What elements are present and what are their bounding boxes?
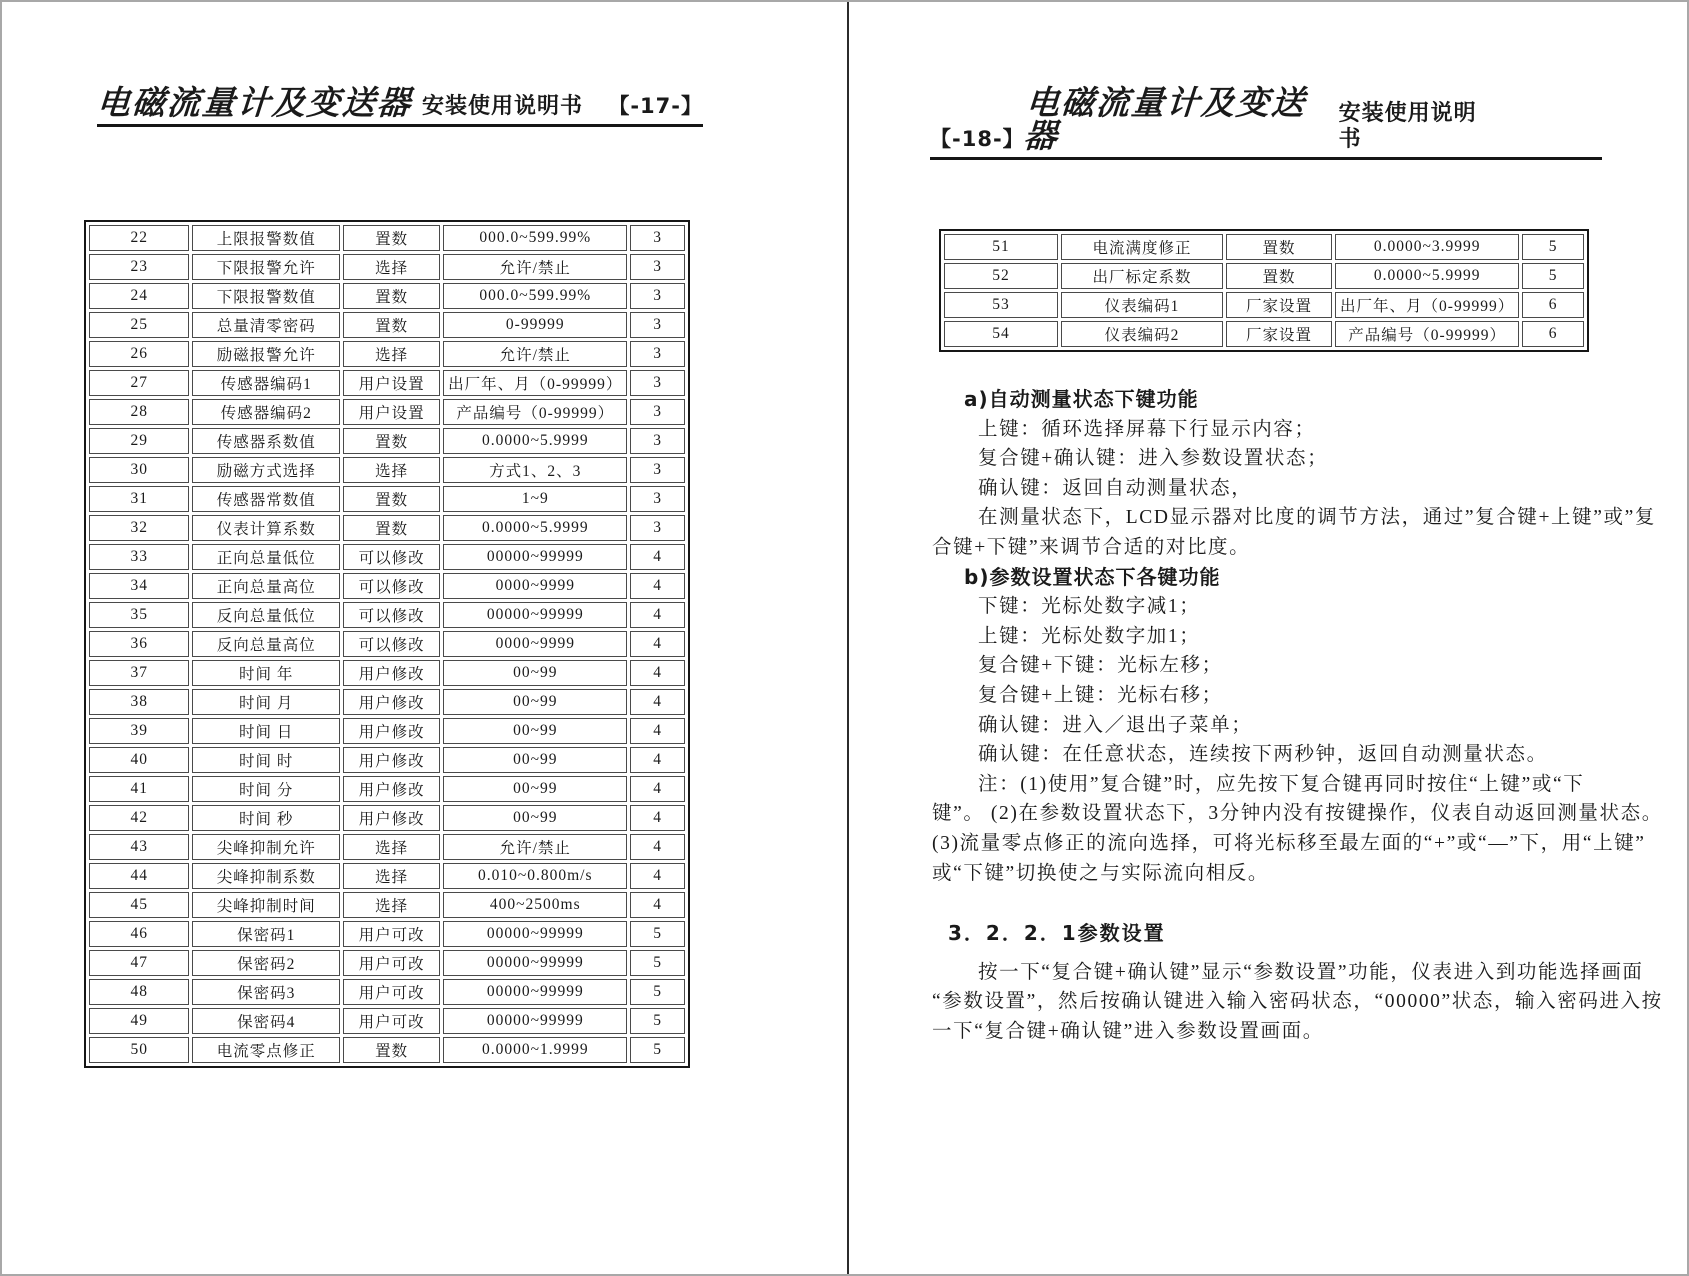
table-cell: 29 — [89, 428, 189, 454]
table-cell: 000.0~599.99% — [443, 283, 627, 309]
table-cell: 用户修改 — [343, 776, 440, 802]
table-cell: 用户可改 — [343, 921, 440, 947]
table-row — [89, 457, 685, 483]
table-cell: 用户可改 — [343, 950, 440, 976]
table-row — [89, 863, 685, 889]
table-cell: 正向总量低位 — [192, 544, 340, 570]
table-cell: 0.0000~1.9999 — [443, 1037, 627, 1063]
table-cell: 仪表编码1 — [1061, 292, 1223, 318]
page18-number: 【-18-】 — [930, 126, 1025, 151]
table-row — [89, 283, 685, 309]
text-line: 确认键：返回自动测量状态， — [978, 477, 1253, 499]
table-row — [89, 515, 685, 541]
table-cell: 00000~99999 — [443, 950, 627, 976]
table-cell: 0000~9999 — [443, 631, 627, 657]
text-line: 确认键：在任意状态，连续按下两秒钟，返回自动测量状态。 — [978, 744, 1548, 766]
table-cell: 32 — [89, 515, 189, 541]
table-cell: 时间 时 — [192, 747, 340, 773]
table-cell: 0-99999 — [443, 312, 627, 338]
table-cell: 5 — [1522, 234, 1584, 260]
table-cell: 厂家设置 — [1226, 292, 1332, 318]
table-cell: 传感器常数值 — [192, 486, 340, 512]
table-cell: 方式1、2、3 — [443, 457, 627, 483]
table-cell: 3 — [630, 515, 685, 541]
table-cell: 00~99 — [443, 805, 627, 831]
table-cell: 用户修改 — [343, 660, 440, 686]
table-cell: 正向总量高位 — [192, 573, 340, 599]
doc-subtitle: 安装使用说明书 — [1338, 101, 1477, 152]
table-cell: 置数 — [1226, 234, 1332, 260]
table-cell: 00~99 — [443, 689, 627, 715]
table-cell: 下限报警允许 — [192, 254, 340, 280]
table-cell: 传感器编码1 — [192, 370, 340, 396]
text-line: 或“下键”切换使之与实际流向相反。 — [932, 862, 1270, 884]
table-cell: 54 — [944, 321, 1058, 347]
table-cell: 0.0000~5.9999 — [443, 428, 627, 454]
table-cell: 传感器系数值 — [192, 428, 340, 454]
table-row — [944, 234, 1584, 260]
table-cell: 28 — [89, 399, 189, 425]
doc-subtitle: 安装使用说明书 — [422, 93, 584, 119]
table-cell: 34 — [89, 573, 189, 599]
table-cell: 4 — [630, 776, 685, 802]
table-cell: 40 — [89, 747, 189, 773]
text-line: 下键：光标处数字减1； — [978, 596, 1201, 618]
table-cell: 47 — [89, 950, 189, 976]
table-row — [944, 292, 1584, 318]
table-cell: 反向总量高位 — [192, 631, 340, 657]
table-cell: 24 — [89, 283, 189, 309]
table-cell: 选择 — [343, 457, 440, 483]
table-cell: 仪表编码2 — [1061, 321, 1223, 347]
table-row — [89, 660, 685, 686]
table-cell: 用户设置 — [343, 399, 440, 425]
table-cell: 可以修改 — [343, 544, 440, 570]
table-cell: 37 — [89, 660, 189, 686]
table-cell: 00000~99999 — [443, 544, 627, 570]
table-cell: 3 — [630, 457, 685, 483]
table-cell: 35 — [89, 602, 189, 628]
table-cell: 00~99 — [443, 660, 627, 686]
table-cell: 4 — [630, 834, 685, 860]
table-cell: 选择 — [343, 892, 440, 918]
section-heading: b)参数设置状态下各键功能 — [964, 564, 1221, 589]
table-cell: 置数 — [343, 428, 440, 454]
table-cell: 可以修改 — [343, 631, 440, 657]
table-cell: 3 — [630, 341, 685, 367]
table-row — [89, 544, 685, 570]
table-cell: 33 — [89, 544, 189, 570]
table-cell: 00000~99999 — [443, 979, 627, 1005]
table-cell: 41 — [89, 776, 189, 802]
text-line: 合键+下键”来调节合适的对比度。 — [932, 536, 1251, 558]
table-cell: 42 — [89, 805, 189, 831]
table-row — [89, 399, 685, 425]
page17-number: 【-17-】 — [608, 93, 703, 118]
table-cell: 00000~99999 — [443, 602, 627, 628]
table-row — [89, 370, 685, 396]
table-cell: 时间 秒 — [192, 805, 340, 831]
table-cell: 4 — [630, 747, 685, 773]
text-line: 键”。 (2)在参数设置状态下，3分钟内没有按键操作，仪表自动返回测量状态。 — [932, 803, 1663, 825]
table-row — [89, 892, 685, 918]
table-cell: 3 — [630, 399, 685, 425]
table-cell: 用户修改 — [343, 805, 440, 831]
table-cell: 5 — [630, 921, 685, 947]
table-cell: 4 — [630, 573, 685, 599]
table-cell: 仪表计算系数 — [192, 515, 340, 541]
table-cell: 允许/禁止 — [443, 834, 627, 860]
table-cell: 4 — [630, 544, 685, 570]
table-cell: 5 — [630, 1008, 685, 1034]
table-cell: 39 — [89, 718, 189, 744]
table-cell: 3 — [630, 312, 685, 338]
text-line: 在测量状态下，LCD显示器对比度的调节方法，通过”复合键+上键”或”复 — [978, 507, 1656, 529]
text-line: 上键：光标处数字加1； — [978, 625, 1201, 647]
table-cell: 0.0000~3.9999 — [1335, 234, 1519, 260]
table-cell: 0.0000~5.9999 — [443, 515, 627, 541]
table-cell: 3 — [630, 254, 685, 280]
table-cell: 励磁方式选择 — [192, 457, 340, 483]
table-cell: 4 — [630, 602, 685, 628]
table-cell: 时间 分 — [192, 776, 340, 802]
table-cell: 53 — [944, 292, 1058, 318]
table-cell: 0000~9999 — [443, 573, 627, 599]
table-row — [89, 776, 685, 802]
table-cell: 保密码1 — [192, 921, 340, 947]
page18-title-group — [1022, 83, 1494, 155]
table-row — [89, 312, 685, 338]
table-cell: 5 — [630, 950, 685, 976]
table-row — [89, 805, 685, 831]
table-cell: 43 — [89, 834, 189, 860]
table-cell: 1~9 — [443, 486, 627, 512]
table-row — [89, 428, 685, 454]
table-cell: 用户可改 — [343, 1008, 440, 1034]
text-line: “参数设置”，然后按确认键进入输入密码状态，“00000”状态，输入密码进入按 — [932, 991, 1663, 1013]
table-cell: 0.010~0.800m/s — [443, 863, 627, 889]
table-cell: 出厂年、月（0-99999） — [1335, 292, 1519, 318]
text-line: 一下“复合键+确认键”进入参数设置画面。 — [932, 1020, 1324, 1042]
table-row — [89, 689, 685, 715]
text-line: 上键：循环选择屏幕下行显示内容； — [978, 418, 1316, 440]
table-cell: 4 — [630, 863, 685, 889]
table-cell: 尖峰抑制系数 — [192, 863, 340, 889]
text-line: 按一下“复合键+确认键”显示“参数设置”功能，仪表进入到功能选择画面 — [978, 961, 1644, 983]
table-cell: 23 — [89, 254, 189, 280]
table-cell: 反向总量低位 — [192, 602, 340, 628]
table-cell: 5 — [630, 979, 685, 1005]
doc-title: 电磁流量计及变送器 — [1022, 83, 1308, 155]
table-cell: 0.0000~5.9999 — [1335, 263, 1519, 289]
table-cell: 00~99 — [443, 718, 627, 744]
page-divider — [847, 2, 849, 1274]
table-cell: 可以修改 — [343, 573, 440, 599]
text-line: 复合键+确认键：进入参数设置状态； — [978, 448, 1329, 470]
table-cell: 时间 月 — [192, 689, 340, 715]
table-cell: 上限报警数值 — [192, 225, 340, 251]
table-cell: 置数 — [343, 225, 440, 251]
page17-header — [95, 83, 703, 127]
table-cell: 厂家设置 — [1226, 321, 1332, 347]
table-cell: 4 — [630, 718, 685, 744]
table-row — [89, 747, 685, 773]
table-cell: 5 — [1522, 263, 1584, 289]
table-cell: 产品编号（0-99999） — [443, 399, 627, 425]
table-cell: 置数 — [343, 283, 440, 309]
table-cell: 4 — [630, 805, 685, 831]
page18-body-text — [932, 385, 1663, 1046]
table-cell: 00000~99999 — [443, 921, 627, 947]
table-cell: 3 — [630, 486, 685, 512]
table-cell: 时间 日 — [192, 718, 340, 744]
table-cell: 36 — [89, 631, 189, 657]
table-cell: 电流零点修正 — [192, 1037, 340, 1063]
table-cell: 置数 — [343, 486, 440, 512]
table-cell: 6 — [1522, 321, 1584, 347]
table-cell: 52 — [944, 263, 1058, 289]
table-cell: 下限报警数值 — [192, 283, 340, 309]
table-cell: 总量清零密码 — [192, 312, 340, 338]
table-row — [89, 921, 685, 947]
table-cell: 49 — [89, 1008, 189, 1034]
table-cell: 25 — [89, 312, 189, 338]
section-heading: 3．2．2．1参数设置 — [948, 921, 1166, 946]
table-cell: 出厂标定系数 — [1061, 263, 1223, 289]
table-cell: 400~2500ms — [443, 892, 627, 918]
table-row — [89, 573, 685, 599]
page18-header — [930, 83, 1602, 160]
table-cell: 00~99 — [443, 776, 627, 802]
table-row — [89, 225, 685, 251]
table-cell: 45 — [89, 892, 189, 918]
table-cell: 电流满度修正 — [1061, 234, 1223, 260]
table-cell: 4 — [630, 689, 685, 715]
table-cell: 选择 — [343, 863, 440, 889]
table-cell: 26 — [89, 341, 189, 367]
table-cell: 000.0~599.99% — [443, 225, 627, 251]
table-row — [89, 834, 685, 860]
table-cell: 时间 年 — [192, 660, 340, 686]
section-heading: a)自动测量状态下键功能 — [964, 387, 1199, 411]
table-cell: 3 — [630, 428, 685, 454]
table-cell: 6 — [1522, 292, 1584, 318]
text-line: 复合键+下键：光标左移； — [978, 655, 1223, 677]
doc-title: 电磁流量计及变送器 — [95, 83, 414, 122]
table-cell: 50 — [89, 1037, 189, 1063]
table-cell: 用户修改 — [343, 689, 440, 715]
table-row — [89, 486, 685, 512]
table-cell: 保密码3 — [192, 979, 340, 1005]
parameter-table-18 — [939, 229, 1589, 352]
table-cell: 3 — [630, 283, 685, 309]
table-row — [89, 602, 685, 628]
table-cell: 27 — [89, 370, 189, 396]
table-cell: 用户修改 — [343, 718, 440, 744]
table-cell: 22 — [89, 225, 189, 251]
table-cell: 30 — [89, 457, 189, 483]
table-cell: 48 — [89, 979, 189, 1005]
table-cell: 38 — [89, 689, 189, 715]
table-cell: 尖峰抑制允许 — [192, 834, 340, 860]
table-cell: 置数 — [343, 515, 440, 541]
table-row — [89, 979, 685, 1005]
table-cell: 00~99 — [443, 747, 627, 773]
table-cell: 3 — [630, 225, 685, 251]
parameter-table-17 — [84, 220, 690, 1068]
table-cell: 允许/禁止 — [443, 254, 627, 280]
table-cell: 00000~99999 — [443, 1008, 627, 1034]
table-cell: 励磁报警允许 — [192, 341, 340, 367]
table-row — [944, 263, 1584, 289]
table-cell: 传感器编码2 — [192, 399, 340, 425]
table-cell: 允许/禁止 — [443, 341, 627, 367]
text-line: 复合键+上键：光标右移； — [978, 684, 1223, 706]
table-cell: 保密码4 — [192, 1008, 340, 1034]
table-cell: 可以修改 — [343, 602, 440, 628]
text-line: 注：(1)使用”复合键”时，应先按下复合键再同时按住“上键”或“下 — [978, 773, 1585, 795]
table-row — [89, 950, 685, 976]
table-row — [89, 718, 685, 744]
table-cell: 保密码2 — [192, 950, 340, 976]
table-cell: 选择 — [343, 254, 440, 280]
table-cell: 选择 — [343, 341, 440, 367]
table-cell: 用户设置 — [343, 370, 440, 396]
table-row — [89, 631, 685, 657]
page17-title-group — [95, 83, 584, 122]
table-cell: 5 — [630, 1037, 685, 1063]
table-row — [89, 1008, 685, 1034]
table-cell: 44 — [89, 863, 189, 889]
table-cell: 置数 — [343, 1037, 440, 1063]
table-cell: 31 — [89, 486, 189, 512]
table-cell: 51 — [944, 234, 1058, 260]
table-cell: 4 — [630, 660, 685, 686]
table-cell: 选择 — [343, 834, 440, 860]
table-cell: 46 — [89, 921, 189, 947]
table-cell: 尖峰抑制时间 — [192, 892, 340, 918]
table-cell: 用户修改 — [343, 747, 440, 773]
table-cell: 产品编号（0-99999） — [1335, 321, 1519, 347]
table-cell: 用户可改 — [343, 979, 440, 1005]
table-cell: 4 — [630, 631, 685, 657]
text-line: (3)流量零点修正的流向选择，可将光标移至最左面的“+”或“—”下，用“上键” — [932, 832, 1646, 854]
table-row — [944, 321, 1584, 347]
table-row — [89, 1037, 685, 1063]
table-cell: 置数 — [1226, 263, 1332, 289]
table-cell: 置数 — [343, 312, 440, 338]
table-cell: 4 — [630, 892, 685, 918]
table-cell: 出厂年、月（0-99999） — [443, 370, 627, 396]
table-row — [89, 254, 685, 280]
table-row — [89, 341, 685, 367]
text-line: 确认键：进入／退出子菜单； — [978, 714, 1253, 736]
table-cell: 3 — [630, 370, 685, 396]
